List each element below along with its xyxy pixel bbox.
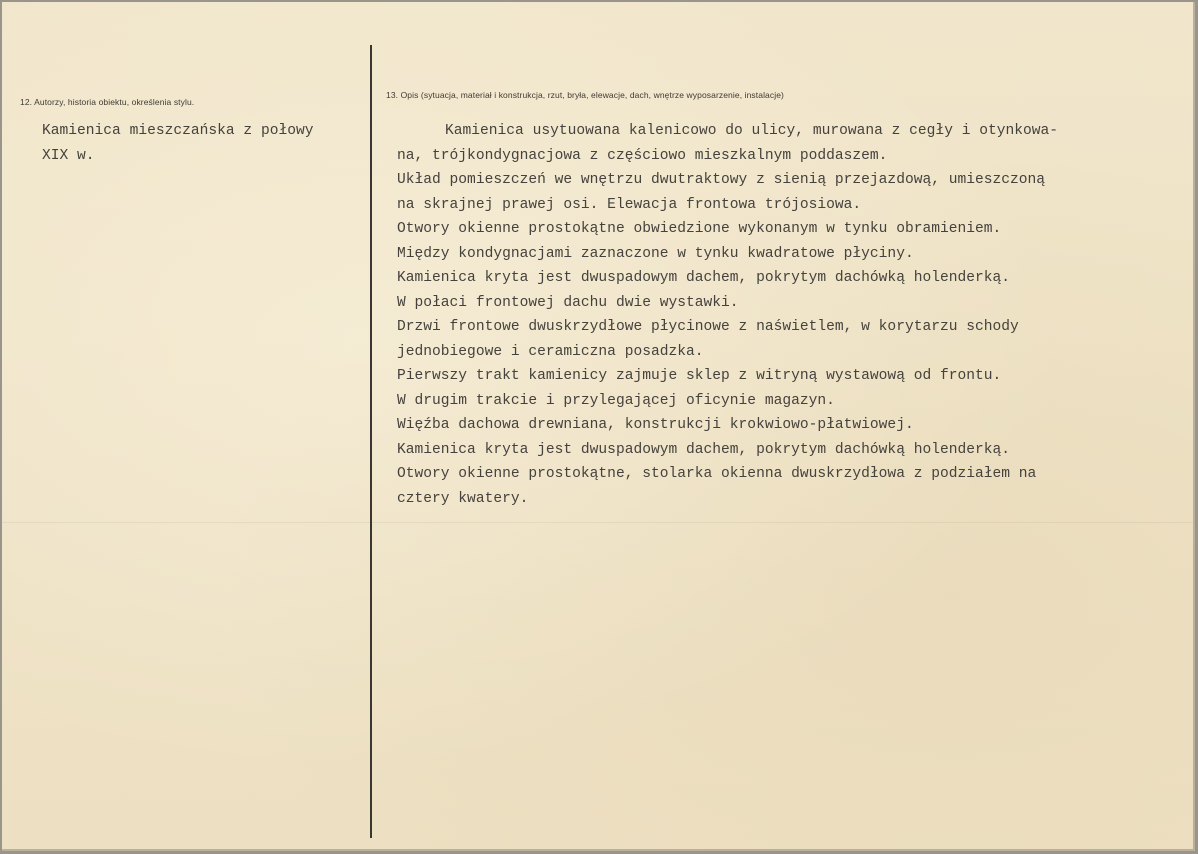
section-12-label: 12. Autorzy, historia obiektu, określenia stylu.: [20, 97, 195, 107]
typed-line: Kamienica usytuowana kalenicowo do ulicy, murowana z cegły i otynkowa-: [445, 123, 1059, 139]
typed-line: XIX w.: [42, 147, 95, 164]
typed-line: Pierwszy trakt kamienicy zajmuje sklep z witryną wystawową od frontu.: [397, 368, 1002, 384]
typed-line: W drugim trakcie i przylegającej oficynie magazyn.: [397, 392, 835, 409]
typed-line: na skrajnej prawej osi. Elewacja frontowa trójosiowa.: [397, 196, 862, 213]
typed-line: jednobiegowe i ceramiczna posadzka.: [397, 343, 704, 360]
typed-line: Drzwi frontowe dwuskrzydłowe płycinowe z naświetlem, w korytarzu schody: [397, 319, 1019, 335]
section-13-text: [397, 119, 1167, 511]
typed-line: W połaci frontowej dachu dwie wystawki.: [397, 294, 739, 311]
typed-line: Kamienica kryta jest dwuspadowym dachem, pokrytym dachówką holenderką.: [397, 441, 1011, 458]
typed-line: Układ pomieszczeń we wnętrzu dwutraktowy z sienią przejazdową, umieszczoną: [397, 172, 1046, 188]
typed-line: Między kondygnacjami zaznaczone w tynku kwadratowe płyciny.: [397, 245, 914, 262]
typed-line: na, trójkondygnacjowa z częściowo mieszkalnym poddaszem.: [397, 147, 888, 164]
section-12-text: [42, 119, 362, 168]
paper-fold-line: [2, 522, 1193, 523]
typed-line: Kamienica kryta jest dwuspadowym dachem, pokrytym dachówką holenderką.: [397, 270, 1011, 286]
typed-line: cztery kwatery.: [397, 490, 529, 507]
typed-line: Kamienica mieszczańska z połowy: [42, 123, 314, 139]
typed-line: Więźba dachowa drewniana, konstrukcji krokwiowo-płatwiowej.: [397, 417, 914, 433]
typed-line: Otwory okienne prostokątne obwiedzione wykonanym w tynku obramieniem.: [397, 221, 1002, 237]
index-card: [2, 2, 1195, 851]
column-divider: [370, 45, 372, 838]
typed-line: Otwory okienne prostokątne, stolarka okienna dwuskrzydłowa z podziałem na: [397, 466, 1037, 482]
section-13-label: 13. Opis (sytuacja, materiał i konstrukcja, rzut, bryła, elewacje, dach, wnętrze wyposarzenie, instalacje): [386, 90, 784, 100]
